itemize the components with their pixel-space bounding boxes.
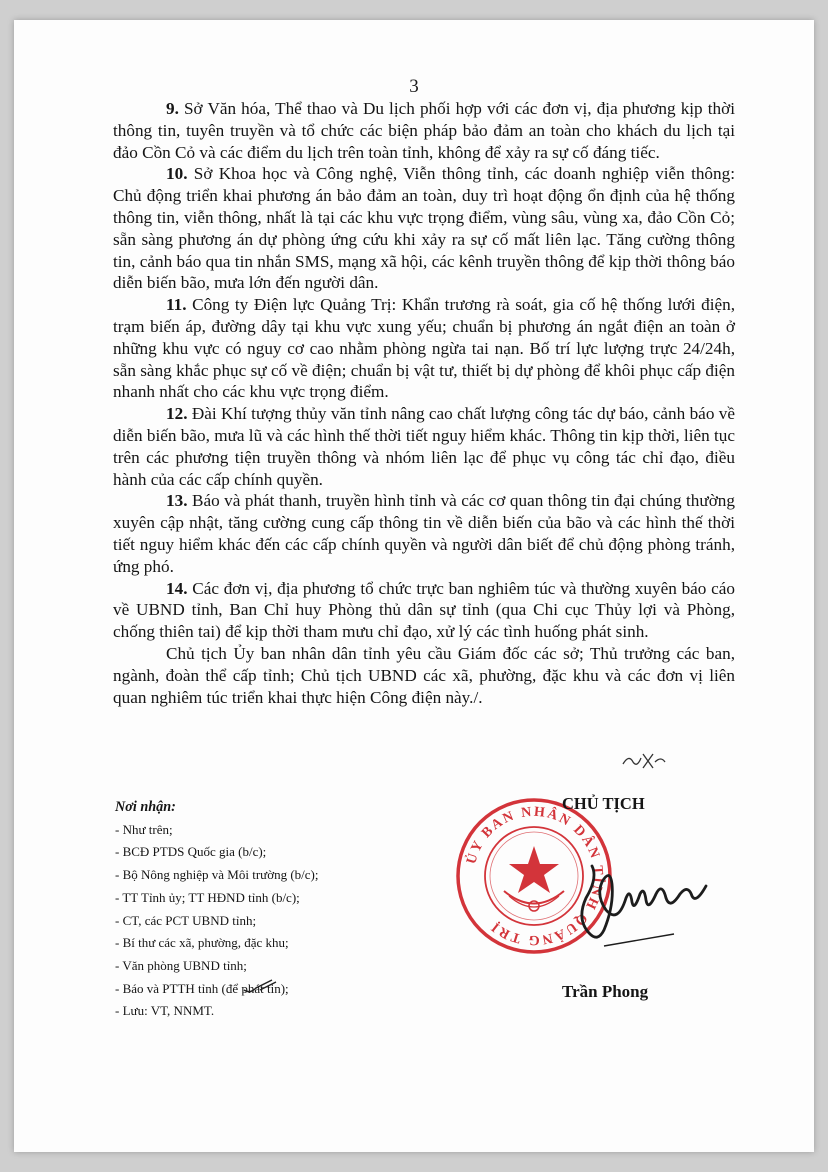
paragraph-text: Các đơn vị, địa phương tổ chức trực ban nghiêm túc và thường xuyên báo cáo về UBND tỉnh, Ban Chỉ huy Phòng thủ dân sự tỉnh (qua Chi cục Thủy lợi và Phòng, chống thiên tai) để kịp thời tham mưu chỉ đạo, xử lý các tình huống phát sinh. [113, 578, 735, 642]
recipient-item: - Bí thư các xã, phường, đặc khu; [115, 935, 289, 951]
paragraph-text: Sở Khoa học và Công nghệ, Viễn thông tỉnh, các doanh nghiệp viễn thông: Chủ động triển khai phương án bảo đảm an toàn, duy trì hoạt động ổn định của hệ thống thông tin, viễn thông, nhất là tại các khu vực trọng điểm, vùng sâu, vùng xa, đảo Cồn Cỏ; sẵn sàng phương án dự phòng ứng cứu khi xảy ra sự cố mất liên lạc. Tăng cường thông tin, cảnh báo qua tin nhắn SMS, mạng xã hội, các kênh truyền thông để kịp thời thông báo diễn biến bão, mưa lớn đến người dân. [113, 164, 735, 293]
paragraph-14 [113, 578, 735, 643]
closing-paragraph [113, 643, 735, 708]
paragraph-10 [113, 163, 735, 294]
paragraph-number: 14. [166, 578, 188, 598]
seal-text: ỦY BAN NHÂN DÂN TỈNH QUẢNG TRỊ [464, 804, 606, 948]
recipient-item: - BCĐ PTDS Quốc gia (b/c); [115, 844, 267, 860]
recipient-item: - Như trên; [115, 821, 173, 837]
paragraph-13 [113, 490, 735, 577]
paragraph-number: 13. [166, 491, 188, 511]
recipient-item: - Báo và PTTH tỉnh (để phát tin); [115, 980, 289, 996]
paragraph-number: 12. [166, 404, 188, 424]
recipient-item: - Lưu: VT, NNMT. [115, 1003, 215, 1019]
recipients-title: Nơi nhận: [115, 799, 176, 815]
recipient-item: - CT, các PCT UBND tỉnh; [115, 912, 257, 928]
paragraph-text: Báo và phát thanh, truyền hình tỉnh và các cơ quan thông tin đại chúng thường xuyên cập nhật, tăng cường cung cấp thông tin về diễn biến của bão và các hình thế thời tiết nguy hiểm khác đến các cấp chính quyền và người dân biết để chủ động phòng tránh, ứng phó. [113, 491, 735, 576]
paragraph-text: Công ty Điện lực Quảng Trị: Khẩn trương rà soát, gia cố hệ thống lưới điện, trạm biến áp, đường dây tại khu vực xung yếu; chuẩn bị phương án ngắt điện an toàn ở những khu vực có nguy cơ cao nhằm phòng ngừa tai nạn. Bố trí lực lượng trực 24/24h, sẵn sàng khắc phục sự cố về điện; chuẩn bị vật tư, thiết bị dự phòng để khôi phục cấp điện nhanh nhất cho các khu vực trọng điểm. [113, 295, 735, 402]
paragraph-12 [113, 403, 735, 490]
signatory-name: Trần Phong [562, 982, 649, 1001]
recipient-item: - Bộ Nông nghiệp và Môi trường (b/c); [115, 867, 319, 883]
initial-mark-icon [619, 748, 669, 772]
paragraph-number: 10. [166, 164, 188, 184]
recipient-item: - Văn phòng UBND tỉnh; [115, 957, 247, 973]
document-body [113, 98, 735, 708]
paragraph-number: 11. [166, 295, 187, 315]
page-number: 3 [409, 76, 419, 97]
signatory-title: CHỦ TỊCH [562, 794, 645, 813]
recipient-item: - TT Tỉnh ủy; TT HĐND tỉnh (b/c); [115, 889, 300, 905]
paragraph-text: Đài Khí tượng thủy văn tỉnh nâng cao chất lượng công tác dự báo, cảnh báo về diễn biến bão, mưa lũ và các hình thế thời tiết nguy hiểm khác. Thông tin kịp thời, liên tục trên các phương tiện truyền thông và nhóm liên lạc để phục vụ công tác chỉ đạo, điều hành của các cấp chính quyền. [113, 404, 735, 489]
paragraph-text: Chủ tịch Ủy ban nhân dân tỉnh yêu cầu Giám đốc các sở; Thủ trưởng các ban, ngành, đoàn thể cấp tỉnh; Chủ tịch UBND các xã, phường, đặc khu và các đơn vị liên quan nghiêm túc triển khai thực hiện Công điện này./. [113, 643, 735, 707]
initial-mark-icon [242, 976, 282, 996]
document-page [14, 20, 814, 1152]
paragraph-number: 9. [166, 99, 179, 118]
paragraph-9 [113, 98, 735, 163]
handwritten-signature-icon [564, 838, 714, 958]
paragraph-11 [113, 294, 735, 403]
paragraph-text: Sở Văn hóa, Thể thao và Du lịch phối hợp với các đơn vị, địa phương kịp thời thông tin, tuyên truyền và tổ chức các biện pháp bảo đảm an toàn cho khách du lịch tại đảo Cồn Cỏ và các điểm du lịch trên toàn tỉnh, không để xảy ra sự cố đáng tiếc. [113, 99, 735, 162]
